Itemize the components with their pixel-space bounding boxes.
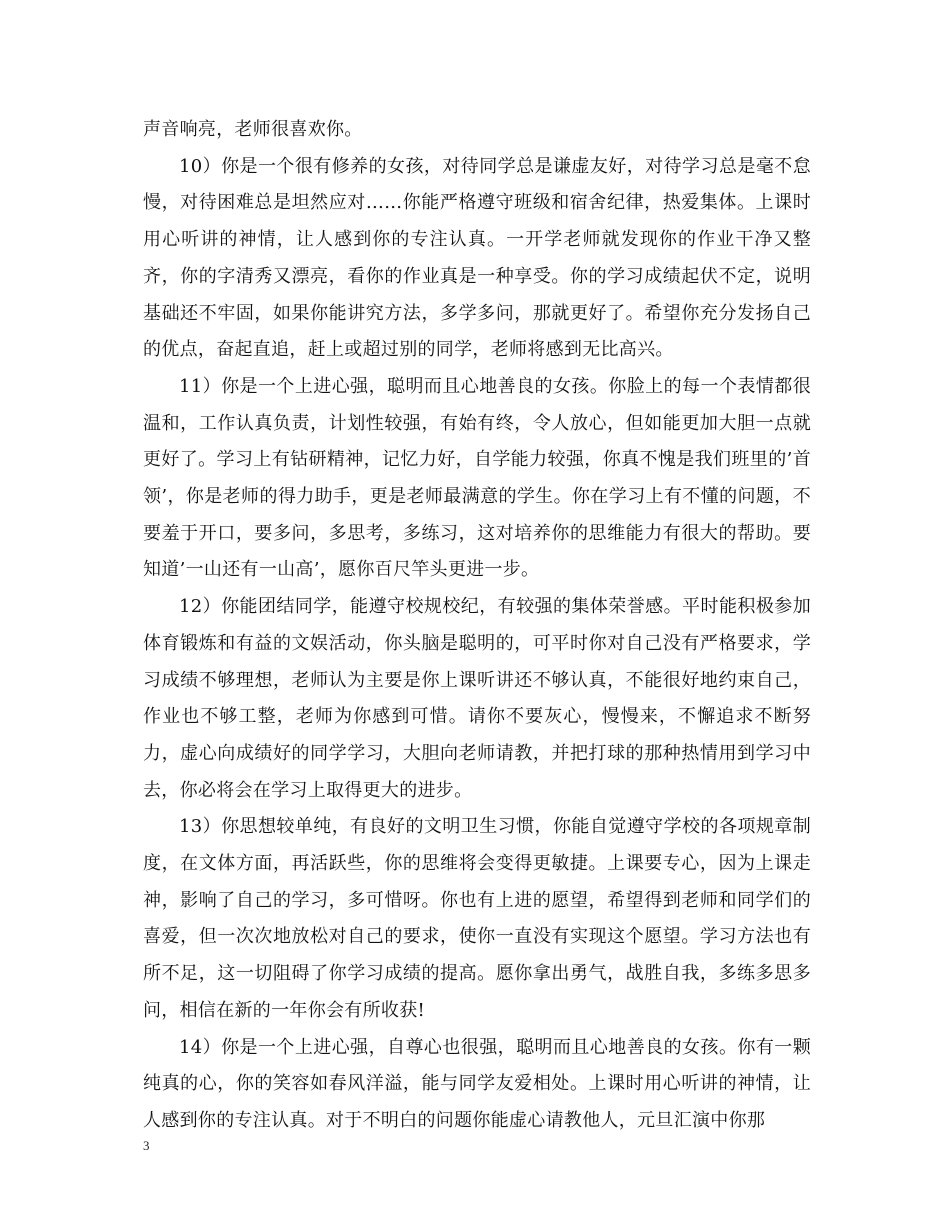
paragraph-comment-11: 11）你是一个上进心强，聪明而且心地善良的女孩。你脸上的每一个表情都很温和，工作认真负责，计划性较强，有始有终，令人放心，但如能更加大胆一点就更好了。学习上有钻研精神，记忆力好，自学能力较强，你真不愧是我们班里的’首领’，你是老师的得力助手，更是老师最满意的学生。你在学习上有不懂的问题，不要羞于开口，要多问，多思考，多练习，这对培养你的思维能力有很大的帮助。要知道’一山还有一山高’，愿你百尺竿头更进一步。	[143, 375, 811, 581]
paragraph-comment-12: 12）你能团结同学，能遵守校规校纪，有较强的集体荣誉感。平时能积极参加体育锻炼和有益的文娱活动，你头脑是聪明的，可平时你对自己没有严格要求，学习成绩不够理想，老师认为主要是你上课听讲还不够认真，不能很好地约束自己，作业也不够工整，老师为你感到可惜。请你不要灰心，慢慢来，不懈追求不断努力，虚心向成绩好的同学学习，大胆向老师请教，并把打球的那种热情用到学习中去，你必将会在学习上取得更大的进步。	[143, 596, 811, 801]
paragraph-comment-14: 14）你是一个上进心强，自尊心也很强，聪明而且心地善良的女孩。你有一颗纯真的心，你的笑容如春风洋溢，能与同学友爱相处。上课时用心听讲的神情，让人感到你的专注认真。对于不明白的问题你能虚心请教他人，元旦汇演中你那	[143, 1036, 811, 1131]
paragraph-comment-13: 13）你思想较单纯，有良好的文明卫生习惯，你能自觉遵守学校的各项规章制度，在文体方面，再活跃些，你的思维将会变得更敏捷。上课要专心，因为上课走神，影响了自己的学习，多可惜呀。你也有上进的愿望，希望得到老师和同学们的喜爱，但一次次地放松对自己的要求，使你一直没有实现这个愿望。学习方法也有所不足，这一切阻碍了你学习成绩的提高。愿你拿出勇气，战胜自我，多练多思多问，相信在新的一年你会有所收获!	[143, 816, 811, 1021]
paragraph-continuation: 声音响亮，老师很喜欢你。	[143, 119, 363, 140]
document-body	[143, 112, 811, 1140]
page-number: 3	[143, 1138, 150, 1153]
paragraph-comment-10: 10）你是一个很有修养的女孩，对待同学总是谦虚友好，对待学习总是毫不怠慢，对待困难总是坦然应对……你能严格遵守班级和宿舍纪律，热爱集体。上课时用心听讲的神情，让人感到你的专注认真。一开学老师就发现你的作业干净又整齐，你的字清秀又漂亮，看你的作业真是一种享受。你的学习成绩起伏不定，说明基础还不牢固，如果你能讲究方法，多学多问，那就更好了。希望你充分发扬自己的优点，奋起直追，赶上或超过别的同学，老师将感到无比高兴。	[143, 155, 811, 361]
